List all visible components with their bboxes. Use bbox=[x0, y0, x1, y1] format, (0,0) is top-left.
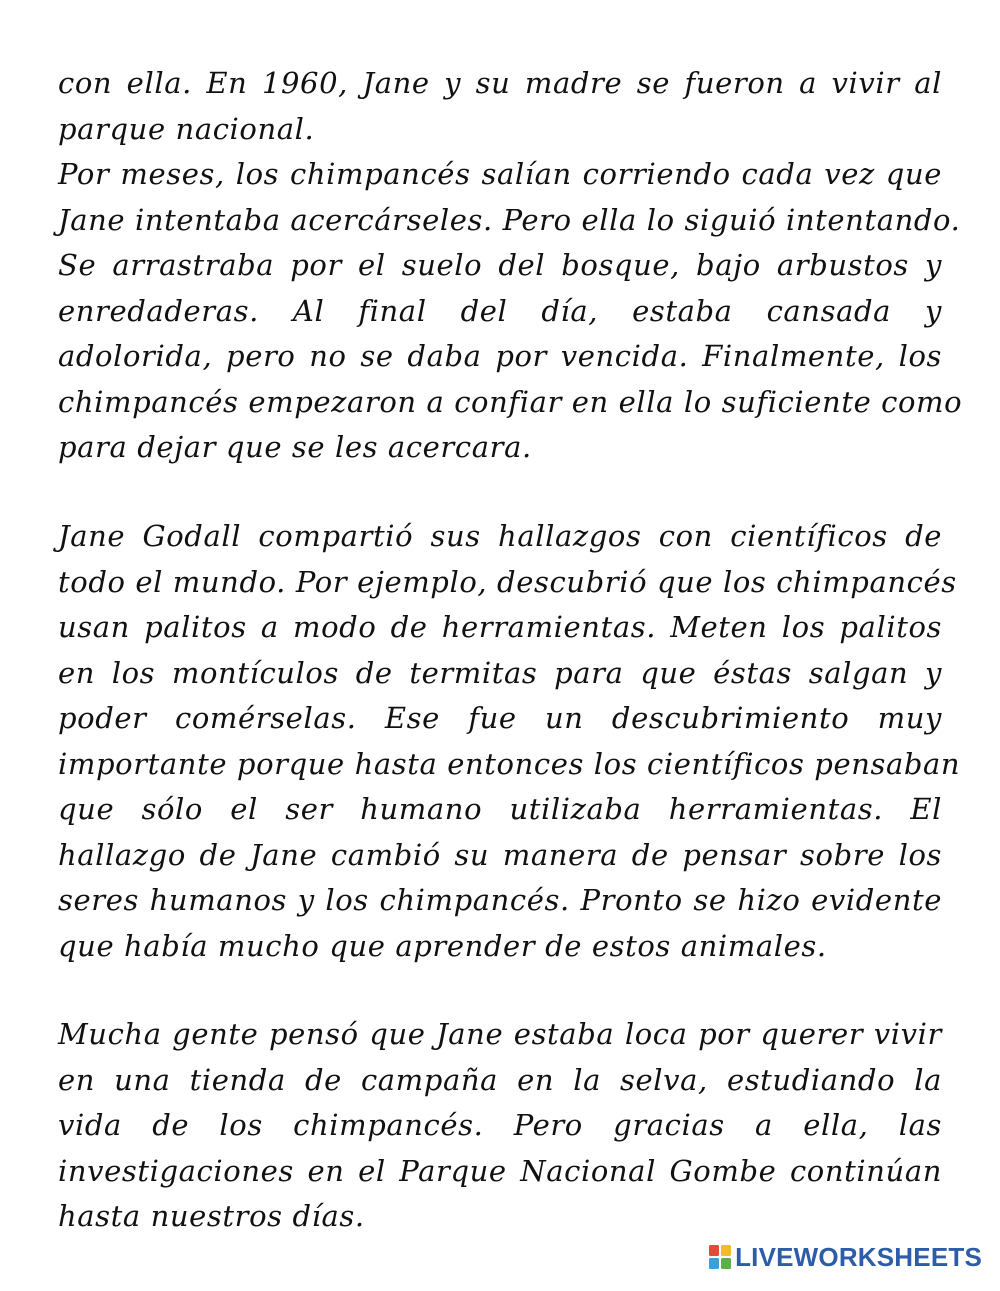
text-line: que sólo el ser humano utilizaba herramientas. El bbox=[58, 792, 942, 826]
text-line: seres humanos y los chimpancés. Pronto se hizo evidente bbox=[58, 883, 942, 917]
paragraph-1 bbox=[58, 61, 963, 471]
text-line: Jane Godall compartió sus hallazgos con científicos de bbox=[58, 519, 942, 553]
text-line: hallazgo de Jane cambió su manera de pensar sobre los bbox=[58, 837, 942, 872]
text-line: con ella. En 1960, Jane y su madre se fueron a vivir al bbox=[58, 66, 942, 100]
text-line: en los montículos de termitas para que éstas salgan y bbox=[58, 655, 942, 690]
text-line: para dejar que se les acercara. bbox=[58, 430, 532, 464]
liveworksheets-brand[interactable] bbox=[709, 1243, 982, 1271]
text-line: parque nacional. bbox=[58, 111, 315, 146]
text-line: hasta nuestros días. bbox=[58, 1199, 365, 1233]
text-line: que había mucho que aprender de estos animales. bbox=[58, 928, 827, 963]
text-line: Mucha gente pensó que Jane estaba loca por querer vivir bbox=[58, 1017, 942, 1051]
text-line: en una tienda de campaña en la selva, estudiando la bbox=[58, 1062, 942, 1097]
text-line: todo el mundo. Por ejemplo, descubrió que los chimpancés bbox=[58, 564, 957, 599]
text-line: Por meses, los chimpancés salían corriendo cada vez que bbox=[58, 157, 942, 191]
text-line: Jane intentaba acercárseles. Pero ella lo siguió intentando. bbox=[58, 202, 961, 237]
text-line: adolorida, pero no se daba por vencida. Finalmente, los bbox=[58, 339, 942, 373]
text-line: usan palitos a modo de herramientas. Meten los palitos bbox=[58, 610, 942, 644]
brand-name: LIVEWORKSHEETS bbox=[735, 1242, 982, 1272]
text-line: investigaciones en el Parque Nacional Gombe continúan bbox=[58, 1153, 942, 1188]
text-line: Se arrastraba por el suelo del bosque, bajo arbustos y bbox=[58, 248, 942, 282]
text-line: importante porque hasta entonces los científicos pensaban bbox=[58, 746, 961, 781]
text-line: vida de los chimpancés. Pero gracias a ella, las bbox=[58, 1108, 942, 1142]
text-line: poder comérselas. Ese fue un descubrimiento muy bbox=[58, 701, 942, 735]
text-line: chimpancés empezaron a confiar en ella lo suficiente como bbox=[58, 384, 963, 419]
paragraph-3 bbox=[58, 1012, 942, 1240]
paragraph-2 bbox=[58, 514, 961, 969]
liveworksheets-logo-icon bbox=[709, 1245, 731, 1269]
text-line: enredaderas. Al final del día, estaba cansada y bbox=[58, 293, 942, 328]
